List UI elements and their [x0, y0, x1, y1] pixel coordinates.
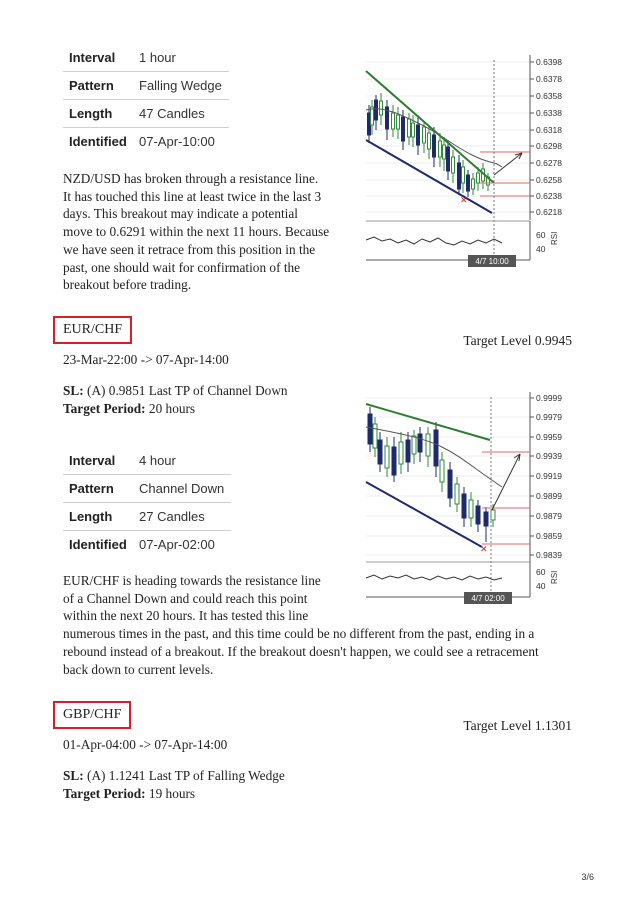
- stop-loss-eurchf: [63, 382, 288, 400]
- time-label: 4/7 10:00: [475, 257, 509, 266]
- table-row: [63, 128, 229, 156]
- page-number: 3/6: [581, 872, 594, 882]
- description-line: past, one should wait for confirmation of the: [63, 259, 301, 275]
- stop-loss-gbpchf: [63, 767, 285, 785]
- price-tick: 0.6318: [536, 125, 562, 135]
- target-level-eurchf: Target Level 0.9945: [463, 333, 572, 348]
- price-tick: 0.9959: [536, 432, 562, 442]
- time-label: 4/7 02:00: [471, 594, 505, 603]
- date-range-eurchf: 23-Mar-22:00 -> 07-Apr-14:00: [63, 352, 229, 367]
- target-period-eurchf: [63, 400, 195, 418]
- table-value: 07-Apr-10:00: [133, 128, 229, 156]
- date-range-gbpchf: 01-Apr-04:00 -> 07-Apr-14:00: [63, 737, 228, 752]
- table-value: Channel Down: [133, 475, 231, 503]
- price-tick: 0.6258: [536, 175, 562, 185]
- target-period-label: Target Period:: [63, 786, 146, 801]
- breakout-marker-icon: ✕: [460, 195, 468, 205]
- rsi-label: RSI: [550, 231, 559, 245]
- rsi-tick: 60: [536, 567, 546, 577]
- target-period-gbpchf: [63, 785, 195, 803]
- target-period-value: 19 hours: [145, 786, 196, 801]
- price-tick: 0.9859: [536, 531, 562, 541]
- table-value: 27 Candles: [133, 503, 231, 531]
- pattern-table-nzdusd: [63, 44, 229, 155]
- price-tick: 0.9999: [536, 393, 562, 403]
- table-key: Length: [63, 100, 133, 128]
- description-line: rebound instead of a breakout. If the breakout doesn't happen, we could see a retracement: [63, 643, 539, 659]
- description-line: EUR/CHF is heading towards the resistance line: [63, 573, 321, 588]
- description-line: we have seen it retrace from this position in the: [63, 241, 316, 257]
- description-line: days. This breakout may indicate a potential: [63, 206, 298, 222]
- table-key: Identified: [63, 128, 133, 156]
- table-value: 4 hour: [139, 453, 176, 468]
- sl-label: SL:: [63, 383, 84, 398]
- pair-title-gbpchf: GBP/CHF: [53, 701, 131, 729]
- price-tick: 0.9939: [536, 451, 562, 461]
- price-tick: 0.6218: [536, 207, 562, 217]
- price-tick: 0.9979: [536, 412, 562, 422]
- description-line: back down to current levels.: [63, 661, 214, 677]
- price-tick: 0.9879: [536, 511, 562, 521]
- nzdusd-description: [63, 170, 353, 294]
- price-tick: 0.6278: [536, 158, 562, 168]
- nzdusd-pattern-chart: [362, 55, 574, 270]
- table-key: Interval: [69, 50, 116, 65]
- breakout-marker-icon: ✕: [480, 544, 488, 554]
- eurchf-pattern-chart: [362, 392, 574, 604]
- description-line: NZD/USD has broken through a resistance line.: [63, 171, 319, 186]
- sl-label: SL:: [63, 768, 84, 783]
- table-key: Length: [63, 503, 133, 531]
- table-row: [63, 475, 231, 503]
- sl-value: (A) 1.1241 Last TP of Falling Wedge: [83, 768, 285, 783]
- sl-value: (A) 0.9851 Last TP of Channel Down: [83, 383, 288, 398]
- price-tick: 0.6238: [536, 191, 562, 201]
- price-tick: 0.6358: [536, 91, 562, 101]
- price-tick: 0.6298: [536, 141, 562, 151]
- table-value: 1 hour: [139, 50, 176, 65]
- table-value: 07-Apr-02:00: [133, 531, 231, 559]
- target-period-value: 20 hours: [145, 401, 196, 416]
- price-tick: 0.6378: [536, 74, 562, 84]
- rsi-tick: 40: [536, 581, 546, 591]
- pair-title-eurchf: EUR/CHF: [53, 316, 132, 344]
- table-value: Falling Wedge: [133, 72, 229, 100]
- pattern-table-eurchf: [63, 447, 231, 558]
- description-line: breakout before trading.: [63, 277, 192, 293]
- table-row: [63, 503, 231, 531]
- rsi-label: RSI: [550, 570, 559, 584]
- table-row: [63, 72, 229, 100]
- description-line: It has touched this line at least twice in the last 3: [63, 188, 322, 204]
- table-row: [63, 100, 229, 128]
- rsi-tick: 60: [536, 230, 546, 240]
- table-key: Interval: [69, 453, 116, 468]
- rsi-tick: 40: [536, 244, 546, 254]
- table-row: [63, 531, 231, 559]
- description-line: of a Channel Down and could reach this point: [63, 590, 308, 606]
- price-tick: 0.6338: [536, 108, 562, 118]
- table-value: 47 Candles: [133, 100, 229, 128]
- target-period-label: Target Period:: [63, 401, 146, 416]
- price-tick: 0.9839: [536, 550, 562, 560]
- table-row: [63, 447, 231, 475]
- table-row: [63, 44, 229, 72]
- price-tick: 0.9899: [536, 491, 562, 501]
- description-line: within the next 20 hours. It has tested this line: [63, 608, 309, 624]
- table-key: Pattern: [63, 72, 133, 100]
- target-level-gbpchf: Target Level 1.1301: [463, 718, 572, 733]
- description-line: move to 0.6291 within the next 11 hours. Because: [63, 224, 330, 240]
- table-key: Identified: [63, 531, 133, 559]
- price-tick: 0.9919: [536, 471, 562, 481]
- table-key: Pattern: [63, 475, 133, 503]
- description-line: numerous times in the past, and this time could be no different from the past, ending in a: [63, 626, 535, 642]
- price-tick: 0.6398: [536, 57, 562, 67]
